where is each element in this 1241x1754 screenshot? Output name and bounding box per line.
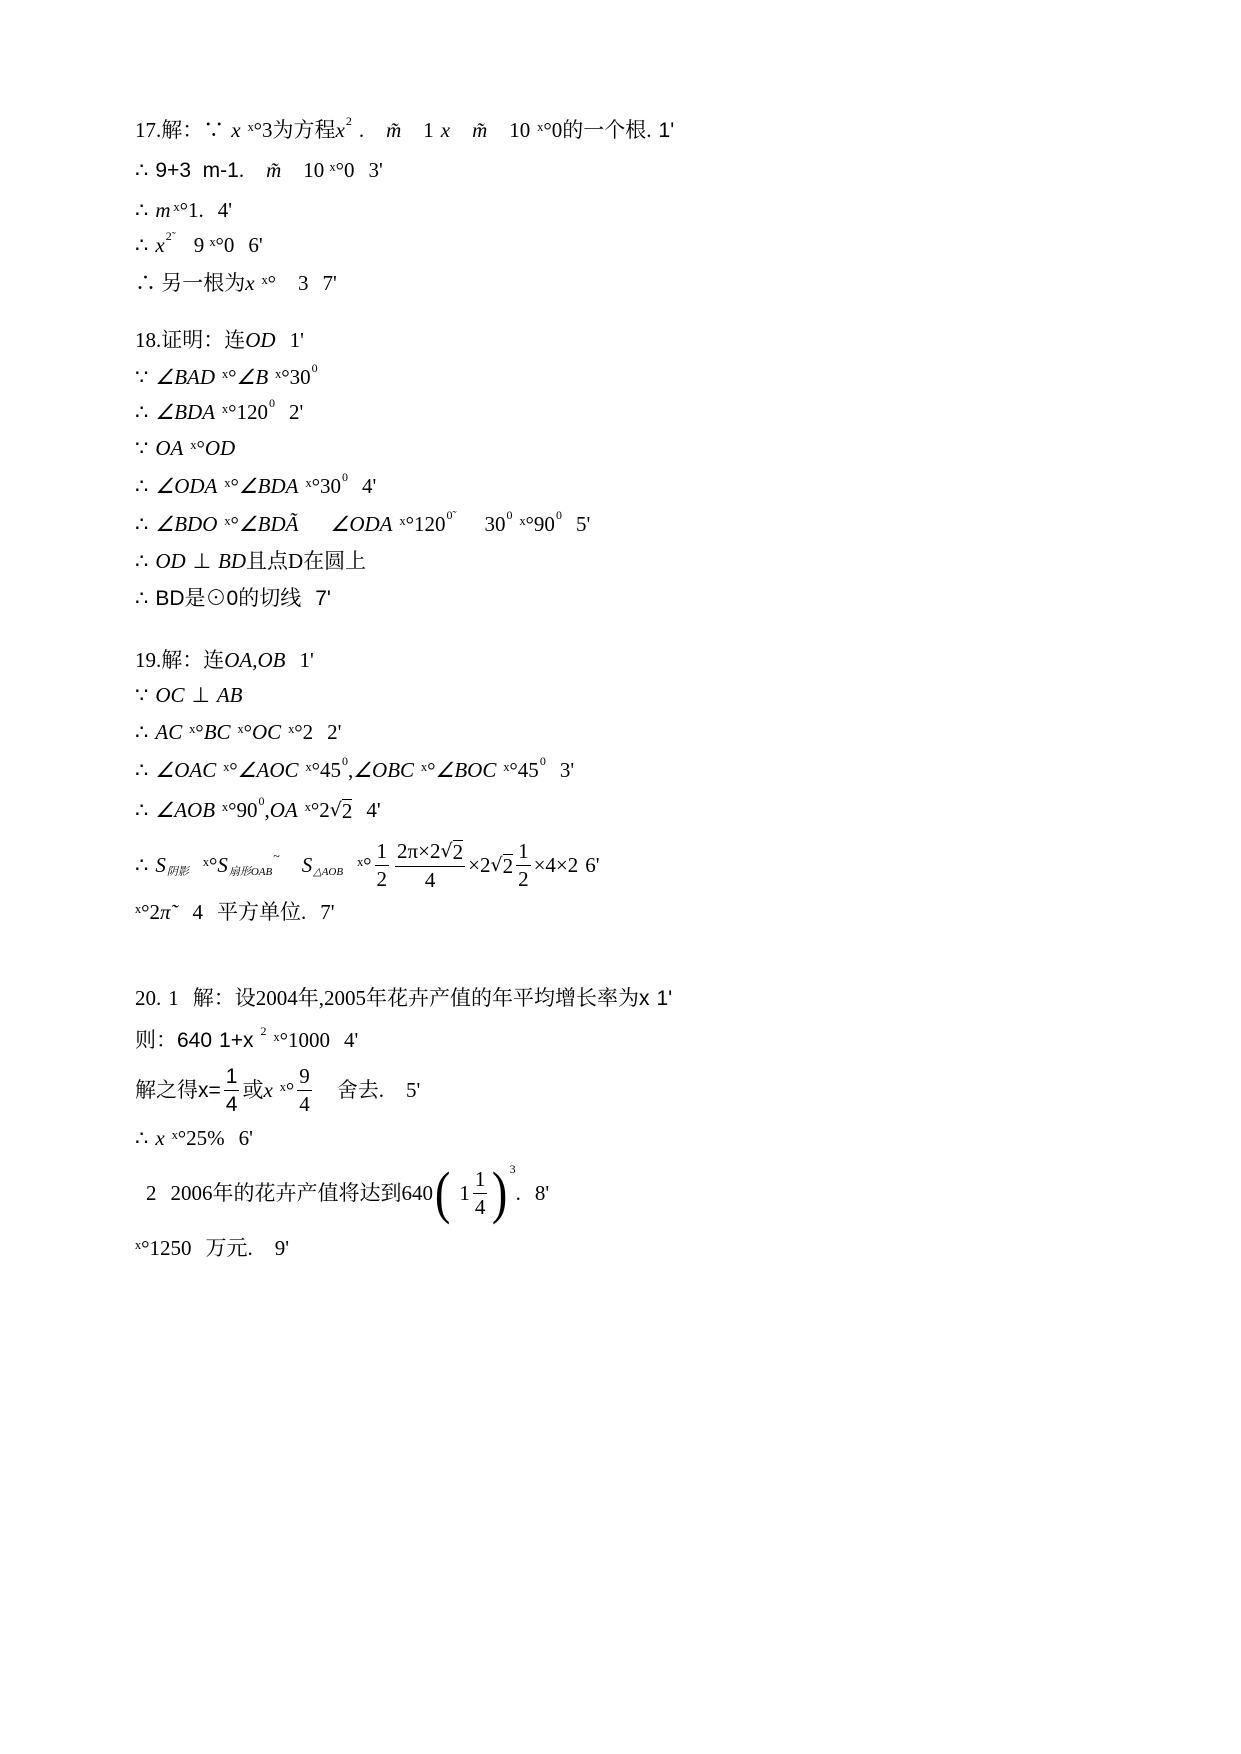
text-segment: 3: [298, 270, 309, 295]
math-variable: OA: [269, 797, 298, 822]
math-variable: ∠AOC: [237, 757, 299, 782]
math-variable: x: [231, 117, 241, 142]
perpendicular-symbol: ⊥: [192, 548, 212, 573]
solution-line: [135, 253, 337, 313]
fraction: [297, 1063, 312, 1116]
text-segment: ˣ°30: [305, 473, 341, 498]
text-segment: 9+3 m-1: [155, 158, 239, 182]
text-segment: ×4×2: [533, 852, 579, 877]
score-mark: 6': [248, 232, 263, 257]
superscript: 0: [341, 470, 348, 484]
text-segment: 1: [168, 985, 179, 1010]
text-segment: .: [358, 117, 365, 142]
math-variable: m̃: [386, 117, 402, 142]
text-segment: ∴: [135, 197, 149, 222]
math-variable: BC: [203, 719, 231, 744]
math-variable: OA: [224, 647, 253, 672]
solution-line: [135, 1218, 289, 1278]
text-segment: ˣ°: [189, 719, 204, 744]
math-variable: m̃: [266, 157, 282, 182]
superscript: 0: [506, 508, 513, 522]
text-segment: ˣ°: [421, 757, 436, 782]
superscript: 0: [539, 754, 546, 768]
superscript: 2: [345, 114, 352, 128]
text-segment: ∴: [135, 399, 149, 424]
text-segment: ˣ°45: [503, 757, 539, 782]
text-segment: ˣ°90: [222, 797, 258, 822]
radicand: 2: [341, 798, 353, 823]
text-segment: ˣ°30: [275, 364, 311, 389]
subscript: △AOB: [313, 865, 344, 878]
math-variable: x: [263, 1077, 273, 1102]
math-variable: ∠B: [236, 364, 269, 389]
math-variable: AC: [155, 719, 183, 744]
text-segment: .: [515, 1180, 521, 1205]
text-segment: ˣ°2: [288, 719, 314, 744]
superscript: 2̃: [165, 229, 172, 243]
text-segment: 1: [423, 117, 434, 142]
radical-sign: √: [490, 853, 503, 876]
left-parenthesis: (: [434, 1160, 451, 1225]
text-segment: ×2: [468, 852, 491, 877]
math-variable: S: [217, 852, 228, 877]
text-segment: ,: [252, 647, 258, 672]
fraction: [516, 838, 531, 891]
score-mark: 1': [299, 647, 314, 672]
text-segment: 4: [192, 899, 203, 924]
superscript: 0̃: [446, 508, 453, 522]
fraction-numerator: 1: [224, 1066, 240, 1091]
text-segment: ∴: [135, 473, 149, 498]
math-variable: ∠BAD: [155, 364, 216, 389]
score-mark: 7': [315, 586, 331, 610]
superscript: 3: [509, 1162, 516, 1176]
text-segment: 且点D在圆上: [246, 548, 367, 573]
math-variable: S: [301, 852, 313, 877]
superscript: 0: [269, 396, 275, 410]
text-segment: 2π×2: [397, 838, 441, 863]
math-variable: BD: [218, 548, 247, 573]
text-segment: x=: [198, 1078, 221, 1102]
text-segment: 万元.: [205, 1235, 253, 1260]
text-segment: 1+x: [219, 1028, 254, 1052]
text-segment: ∴: [135, 511, 149, 536]
fraction-denominator: 4: [474, 1194, 486, 1219]
text-segment: ∴: [135, 852, 149, 877]
math-variable: OB: [257, 647, 286, 672]
text-segment: 20.: [135, 985, 162, 1010]
text-segment: ∴: [135, 797, 149, 822]
text-segment: ∴: [135, 719, 149, 744]
math-variable: ∠BDO: [155, 511, 218, 536]
text-segment: 640: [177, 1028, 213, 1052]
radical-sign: √: [440, 839, 453, 862]
superscript: 0: [311, 361, 318, 375]
math-variable: OD: [155, 548, 186, 573]
fraction-numerator: 9: [297, 1066, 312, 1091]
math-variable: ∠BDA: [155, 399, 216, 424]
text-segment: ˣ°: [190, 435, 205, 460]
math-variable: x: [245, 270, 255, 295]
text-segment: ˣ°120: [399, 511, 446, 536]
math-variable: ∠OBC: [353, 757, 415, 782]
text-segment: .: [238, 157, 245, 182]
score-mark: 4': [343, 1027, 359, 1052]
fraction: [395, 840, 465, 891]
fraction-numerator: 1: [516, 841, 531, 866]
text-segment: 10 ˣ°0: [303, 157, 355, 182]
text-segment: 平方单位.: [217, 899, 307, 924]
math-variable: OD: [245, 327, 276, 352]
text-segment: ˣ°: [357, 852, 372, 877]
math-variable: ∠BDA: [238, 473, 299, 498]
math-variable: x: [440, 117, 451, 142]
right-parenthesis: ): [492, 1160, 508, 1225]
score-mark: 3': [559, 757, 575, 782]
text-segment: 10: [509, 117, 531, 142]
score-mark: 7': [322, 270, 337, 295]
score-mark: 4': [217, 197, 233, 222]
math-variable: OD: [204, 435, 236, 460]
math-variable: ∠BOC: [435, 757, 497, 782]
math-variable: ∠ODA: [330, 511, 393, 536]
text-segment: ∴: [135, 232, 149, 257]
score-mark: 9': [274, 1235, 290, 1260]
math-variable: AB: [216, 682, 243, 707]
text-segment: ˣ°1000: [273, 1027, 330, 1052]
score-mark: 2': [289, 399, 304, 424]
text-segment: ∵: [135, 435, 149, 460]
score-mark: 5': [406, 1077, 421, 1102]
text-segment: 舍去.: [336, 1077, 384, 1102]
score-mark: 2': [327, 719, 342, 744]
text-segment: ˣ°: [202, 852, 218, 877]
score-mark: 1': [289, 327, 304, 352]
score-mark: 7': [320, 899, 335, 924]
text-segment: BD是⊙0的切线: [155, 586, 302, 610]
text-segment: ∴: [135, 157, 149, 182]
text-segment: ˣ°120: [222, 399, 268, 424]
math-variable: m: [155, 197, 171, 222]
text-segment: ˣ°: [224, 511, 239, 536]
text-segment: ∵: [135, 364, 149, 389]
text-segment: ˣ°25%: [171, 1125, 225, 1150]
fraction: [375, 838, 390, 891]
score-mark: 6': [238, 1125, 253, 1150]
text-segment: ˣ°0的一个根.: [537, 117, 652, 142]
fraction-denominator: 4: [225, 1092, 238, 1116]
score-mark: 5': [575, 511, 591, 536]
math-variable: ∠ODA: [155, 473, 218, 498]
text-segment: ˣ°45: [305, 757, 341, 782]
subscript: 扇形OAB: [228, 865, 273, 878]
math-variable: ∠BDÃ: [238, 511, 299, 536]
text-segment: ∴: [135, 757, 149, 782]
text-segment: ∴: [135, 548, 149, 573]
solution-line: [135, 882, 335, 942]
math-variable: x: [335, 117, 345, 142]
text-segment: ∴ 另一根为: [135, 270, 246, 295]
text-segment: ˣ°90: [519, 511, 555, 536]
math-variable: x: [155, 1125, 165, 1150]
fraction-numerator: 1: [375, 841, 390, 866]
text-segment: ∵: [135, 682, 149, 707]
score-mark: 1': [658, 118, 675, 142]
text-segment: 2006年的花卉产值将达到640: [170, 1180, 433, 1205]
math-variable: m̃: [472, 117, 488, 142]
text-segment: 解：设2004年,2005年花卉产值的年平均增长率为: [192, 985, 639, 1010]
solution-line: [135, 780, 381, 840]
fraction-numerator: [395, 840, 465, 867]
score-mark: 6': [585, 852, 600, 877]
superscript: 0: [258, 794, 265, 808]
radicand: 2: [502, 853, 514, 878]
text-segment: ∴: [135, 1125, 149, 1150]
text-segment: ˣ°3为方程: [247, 117, 336, 142]
score-mark: 1': [656, 986, 673, 1010]
math-variable: x: [639, 986, 650, 1010]
text-segment: ˣ°2: [304, 797, 330, 822]
text-segment: 2: [146, 1180, 157, 1205]
score-mark: 4': [366, 797, 381, 822]
text-segment: ˣ°: [222, 364, 237, 389]
text-segment: ,: [264, 797, 270, 822]
text-segment: ,: [347, 757, 354, 782]
text-segment: ˣ°2: [135, 899, 160, 924]
math-variable: ∠AOB: [155, 797, 216, 822]
solution-line: [135, 568, 331, 628]
solution-line: [135, 1108, 253, 1168]
text-segment: 18.证明：连: [135, 327, 246, 352]
math-variable: OC: [155, 682, 185, 707]
perpendicular-symbol: ⊥: [191, 682, 210, 707]
fraction-denominator: 2: [518, 866, 529, 891]
text-segment: 17.解：∵: [135, 117, 225, 142]
text-segment: ˣ°: [237, 719, 252, 744]
math-variable: ∠OAC: [155, 757, 217, 782]
text-segment: 或: [242, 1077, 264, 1102]
math-variable: x: [155, 232, 165, 257]
math-variable: S: [155, 852, 166, 877]
text-segment: 9 ˣ°0: [193, 232, 235, 257]
text-segment: 30: [484, 511, 506, 536]
text-segment: ˣ°: [223, 757, 238, 782]
superscript: ~: [273, 849, 280, 863]
superscript: 0: [341, 754, 348, 768]
fraction-numerator: 1: [473, 1169, 488, 1194]
text-segment: ˣ°: [261, 270, 277, 295]
solution-line: [146, 1160, 550, 1225]
fraction-denominator: 4: [424, 867, 436, 892]
score-mark: 3': [368, 157, 383, 182]
superscript: 0: [555, 508, 562, 522]
text-segment: ˣ°: [224, 473, 239, 498]
text-segment: ˣ°1250: [135, 1235, 192, 1260]
text-segment: ∴: [135, 585, 149, 610]
superscript: 2: [260, 1024, 267, 1038]
text-segment: 1: [459, 1180, 470, 1205]
text-segment: 则：: [135, 1027, 177, 1052]
fraction-denominator: 2: [376, 866, 388, 891]
subscript: 阴影: [166, 865, 189, 878]
math-variable: π̃: [159, 899, 171, 924]
fraction-denominator: 4: [299, 1091, 310, 1116]
score-mark: 8': [534, 1180, 550, 1205]
text-segment: 19.解：连: [135, 647, 225, 672]
fraction: [473, 1166, 488, 1219]
math-variable: OC: [252, 719, 282, 744]
text-segment: 解之得: [135, 1077, 198, 1102]
math-variable: OA: [155, 435, 184, 460]
radical-sign: √: [329, 798, 342, 821]
score-mark: 4': [361, 473, 377, 498]
radicand: 2: [452, 839, 464, 864]
text-segment: ˣ°: [279, 1077, 295, 1102]
text-segment: ˣ°1.: [173, 197, 204, 222]
